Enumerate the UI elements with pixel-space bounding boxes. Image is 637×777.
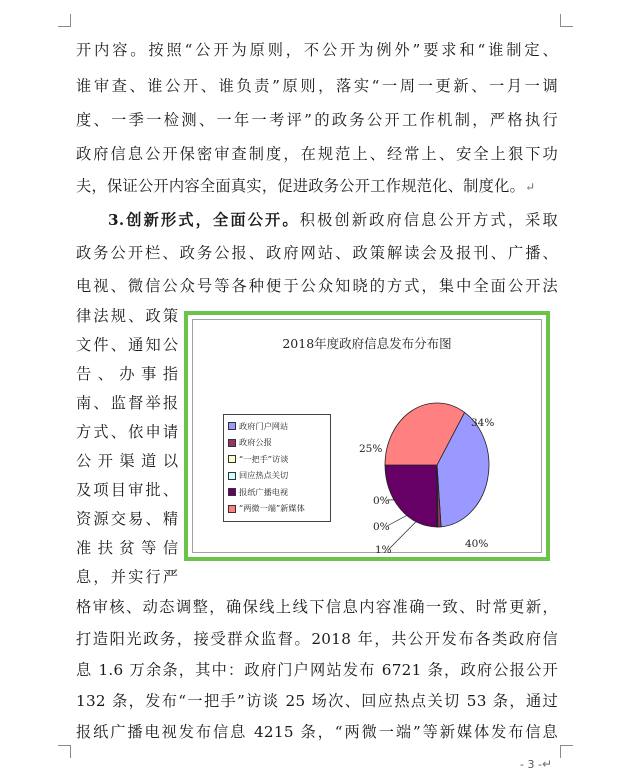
- wrap-text-line: 息，并实行严: [76, 568, 178, 586]
- pie-chart-frame: [184, 311, 550, 561]
- wrap-text-line: 资源交易、精: [76, 510, 178, 528]
- legend-label: 报纸广播电视: [239, 486, 289, 497]
- legend-label: “两微一端”新媒体: [239, 503, 305, 514]
- legend-item: [228, 435, 326, 452]
- text-line: [76, 176, 558, 196]
- legend-item: [228, 501, 326, 518]
- pie-slice: [385, 465, 437, 527]
- wrap-text-line: 告、办事指: [76, 365, 178, 383]
- pie-data-label: 0%: [373, 521, 390, 533]
- legend-swatch: [228, 422, 236, 430]
- chart-legend: [223, 414, 331, 522]
- paragraph-mark: ↵: [525, 180, 536, 194]
- legend-item: [228, 451, 326, 468]
- section-heading: 3.创新形式，全面公开。: [108, 211, 300, 229]
- legend-swatch: [228, 488, 236, 496]
- wrap-text-line: 准扶贫等信: [76, 539, 178, 557]
- pie-data-label: 40%: [465, 538, 489, 550]
- legend-item: [228, 418, 326, 435]
- wrap-text-line: 方式、依申请: [76, 423, 178, 441]
- legend-label: “一把手”访谈: [239, 453, 289, 464]
- text-line: 开内容。按照“公开为原则，不公开为例外”要求和“谁制定、: [76, 41, 558, 59]
- wrap-text-line: 及项目审批、: [76, 481, 178, 499]
- margin-corner-bottom-left: [58, 745, 71, 758]
- legend-item: [228, 484, 326, 501]
- text-line: 政府信息公开保密审查制度，在规范上、经常上、安全上狠下功: [76, 145, 558, 163]
- page-number-text: - 3 -: [520, 758, 542, 771]
- text-line: 政务公开栏、政务公报、政府网站、政策解读会及报刊、广播、: [76, 244, 558, 262]
- margin-corner-top-right: [560, 14, 573, 27]
- text-line: 度、一季一检测、一年一考评”的政务公开工作机制，严格执行: [76, 111, 558, 129]
- margin-corner-top-left: [58, 14, 71, 27]
- text-line: 打造阳光政务，接受群众监督。2018 年，共公开发布各类政府信: [76, 630, 558, 648]
- legend-label: 回应热点关切: [239, 470, 289, 481]
- wrap-text-line: 公开渠道以: [76, 452, 178, 470]
- legend-label: 政府公报: [239, 437, 272, 448]
- legend-swatch: [228, 439, 236, 447]
- wrap-text-line: 律法规、政策: [76, 307, 178, 325]
- text-line: [108, 210, 558, 230]
- chart-title: 2018年度政府信息发布分布图: [282, 336, 452, 351]
- text-line-content: 积极创新政府信息公开方式，采取: [299, 211, 558, 229]
- pie-data-label: 25%: [359, 443, 383, 455]
- legend-swatch: [228, 472, 236, 480]
- wrap-text-line: 文件、通知公: [76, 336, 178, 354]
- text-line: 息 1.6 万余条，其中：政府门户网站发布 6721 条，政府公报公开: [76, 661, 558, 679]
- legend-item: [228, 468, 326, 485]
- paragraph-mark: ↵: [541, 757, 552, 771]
- text-line: 报纸广播电视发布信息 4215 条，“两微一端”等新媒体发布信息: [76, 723, 558, 741]
- chart-plot-area: [192, 319, 542, 556]
- text-line: 132 条，发布“一把手”访谈 25 场次、回应热点关切 53 条，通过: [76, 692, 558, 710]
- page-number: [520, 757, 552, 771]
- pie-data-label: 34%: [471, 417, 495, 429]
- legend-label: 政府门户网站: [239, 420, 289, 431]
- wrap-text-line: 南、监督举报: [76, 394, 178, 412]
- pie-data-label: 1%: [375, 544, 392, 556]
- text-line-content: 夫，保证公开内容全面真实，促进政务公开工作规范化、制度化。: [76, 177, 526, 195]
- pie-chart: [353, 390, 543, 560]
- legend-swatch: [228, 505, 236, 513]
- text-line: 谁审查、谁公开、谁负责”原则，落实“一周一更新、一月一调: [76, 77, 558, 95]
- pie-data-label: 0%: [373, 495, 390, 507]
- text-line: 电视、微信公众号等各种便于公众知晓的方式，集中全面公开法: [76, 277, 558, 295]
- margin-corner-bottom-right: [560, 745, 573, 758]
- text-line: 格审核、动态调整，确保线上线下信息内容准确一致、时常更新，: [76, 598, 558, 616]
- legend-swatch: [228, 455, 236, 463]
